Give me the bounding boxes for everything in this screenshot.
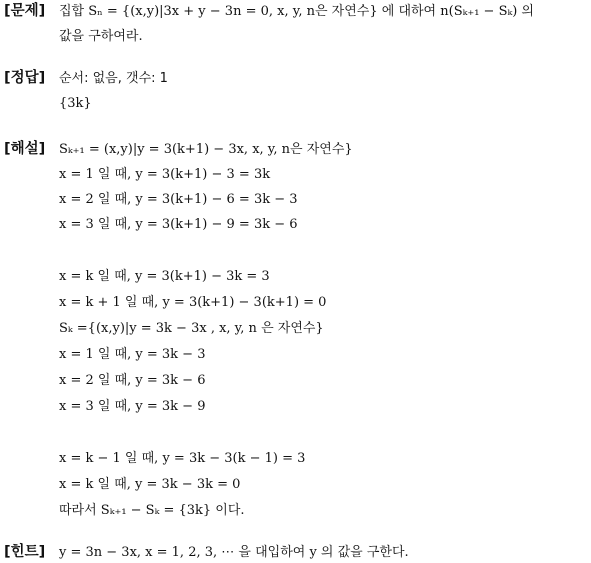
solution-line-9: x = 2 일 때, y = 3k − 6	[59, 373, 206, 388]
solution-tag: [해설]	[4, 141, 46, 157]
solution-line-13: 따라서 Sₖ₊₁ − Sₖ = {3k} 이다.	[59, 503, 245, 518]
answer-line-2: {3k}	[59, 96, 92, 111]
solution-line-8: x = 1 일 때, y = 3k − 3	[59, 347, 206, 362]
solution-line-4: x = 3 일 때, y = 3(k+1) − 9 = 3k − 6	[59, 217, 298, 232]
problem-line-2: 값을 구하여라.	[59, 29, 143, 44]
solution-line-7: Sₖ ={(x,y)|y = 3k − 3x , x, y, n 은 자연수}	[59, 321, 324, 336]
hint-line-1: y = 3n − 3x, x = 1, 2, 3, ⋯ 을 대입하여 y 의 값을 구한다.	[59, 545, 409, 560]
solution-line-6: x = k + 1 일 때, y = 3(k+1) − 3(k+1) = 0	[59, 295, 327, 310]
solution-line-5: x = k 일 때, y = 3(k+1) − 3k = 3	[59, 269, 270, 284]
answer-line-1: 순서: 없음, 갯수: 1	[59, 71, 168, 86]
problem-tag: [문제]	[4, 3, 46, 19]
hint-tag: [힌트]	[4, 544, 46, 560]
solution-line-3: x = 2 일 때, y = 3(k+1) − 6 = 3k − 3	[59, 192, 298, 207]
solution-line-11: x = k − 1 일 때, y = 3k − 3(k − 1) = 3	[59, 451, 306, 466]
problem-line-1: 집합 Sₙ = {(x,y)|3x + y − 3n = 0, x, y, n은 자연수} 에 대하여 n(Sₖ₊₁ − Sₖ) 의	[59, 4, 534, 19]
solution-line-2: x = 1 일 때, y = 3(k+1) − 3 = 3k	[59, 167, 271, 182]
answer-tag: [정답]	[4, 70, 46, 86]
solution-line-12: x = k 일 때, y = 3k − 3k = 0	[59, 477, 241, 492]
solution-line-10: x = 3 일 때, y = 3k − 9	[59, 399, 206, 414]
solution-line-1: Sₖ₊₁ = (x,y)|y = 3(k+1) − 3x, x, y, n은 자연수}	[59, 142, 353, 157]
